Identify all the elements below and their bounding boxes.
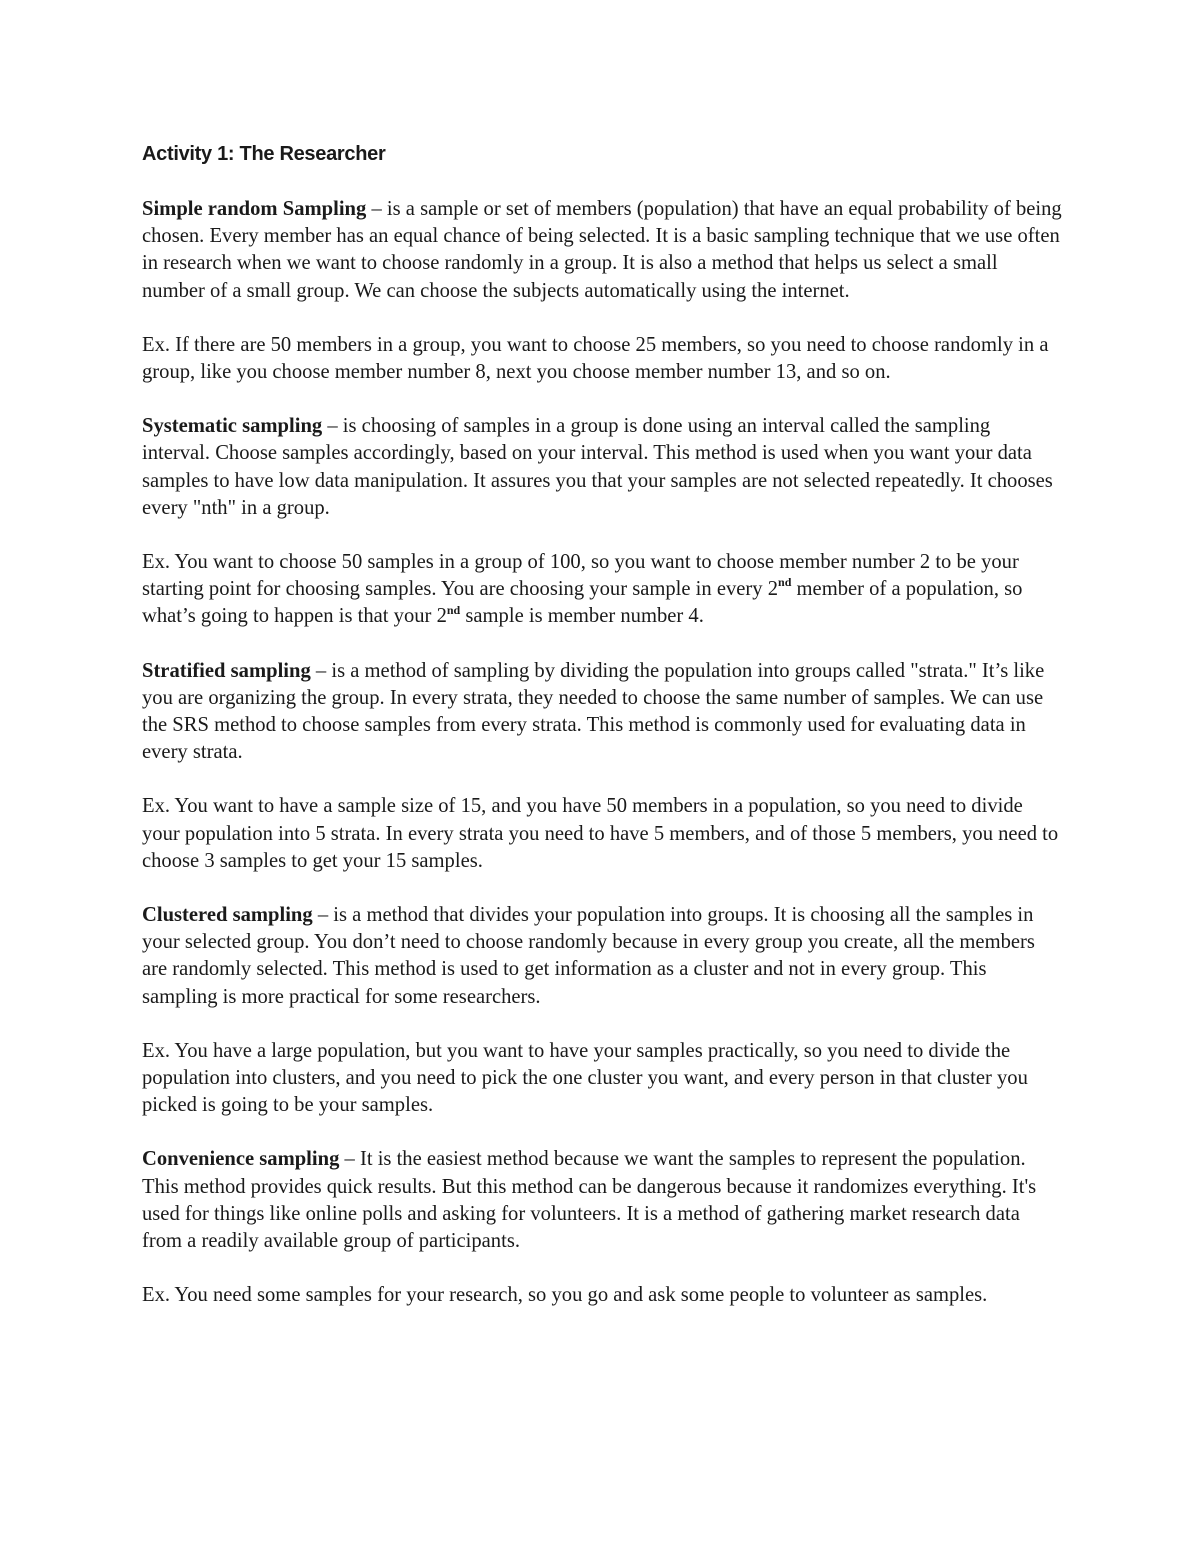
term-clustered-sampling: Clustered sampling <box>142 904 313 927</box>
clustered-sampling-example: Ex. You have a large population, but you want to have your samples practically, so you need to divide the population into clusters, and you need to pick the one cluster you want, and every person in that cluster you picked is going to be your samples. <box>142 1039 1028 1117</box>
example-text-a: Ex. You want to choose 50 samples in a group of 100, so you want to choose member number 2 to be your starting point for choosing samples. You are choosing your sample in every 2 <box>142 551 1019 601</box>
term-systematic-sampling: Systematic sampling <box>142 415 323 438</box>
definition-text: – is a method of sampling by dividing the population into groups called "strata." It’s like you are organizing the group. In every strata, they needed to choose the same number of samples. We can use the SRS method to choose samples from every strata. This method is commonly used for evaluating data in every strata. <box>142 659 1045 764</box>
example-text-c: sample is member number 4. <box>460 605 704 628</box>
example-text-b: member of a population, so what’s going to happen is that your 2 <box>142 578 1023 628</box>
definition-text: – is choosing of samples in a group is done using an interval called the sampling interval. Choose samples accordingly, based on your interval. This method is used when you want your data samples to have low data manipulation. It assures you that your samples are not selected repeatedly. It chooses every "nth" in a group. <box>142 415 1053 519</box>
convenience-sampling-definition <box>142 1146 1062 1255</box>
systematic-sampling-example <box>142 549 1062 631</box>
definition-text: – It is the easiest method because we want the samples to represent the population. This method provides quick results. But this method can be dangerous because it randomizes everything. It's used for things like online polls and asking for volunteers. It is a method of gathering market research data from a readily available group of participants. <box>142 1148 1037 1253</box>
systematic-sampling-definition <box>142 413 1062 522</box>
stratified-sampling-definition <box>142 658 1062 767</box>
term-convenience-sampling: Convenience sampling <box>142 1148 340 1171</box>
stratified-sampling-example: Ex. You want to have a sample size of 15, and you have 50 members in a population, so you need to divide your population into 5 strata. In every strata you need to have 5 members, and of those 5 members, you need to choose 3 samples to get your 15 samples. <box>142 795 1059 872</box>
convenience-sampling-example: Ex. You need some samples for your research, so you go and ask some people to volunteer as samples. <box>142 1284 988 1307</box>
page-title: Activity 1: The Researcher <box>142 143 386 165</box>
simple-random-sampling-example: Ex. If there are 50 members in a group, you want to choose 25 members, so you need to choose randomly in a group, like you choose member number 8, next you choose member number 13, and so on. <box>142 333 1049 384</box>
clustered-sampling-definition <box>142 902 1062 1011</box>
term-stratified-sampling: Stratified sampling <box>142 659 311 682</box>
ordinal-suffix: nd <box>778 575 792 590</box>
document-content <box>142 140 1062 1337</box>
ordinal-suffix: nd <box>446 602 461 617</box>
term-simple-random-sampling: Simple random Sampling <box>142 198 367 220</box>
simple-random-sampling-definition <box>142 196 1062 305</box>
definition-text: – is a method that divides your population into groups. It is choosing all the samples in your selected group. You don’t need to choose randomly because in every group you create, all the members are randomly selected. This method is used to get information as a cluster and not in every group. This sampling is more practical for some researchers. <box>142 904 1035 1008</box>
definition-text: – is a sample or set of members (population) that have an equal probability of being chosen. Every member has an equal chance of being selected. It is a basic sampling technique that we use often in research when we want to choose randomly in a group. It is also a method that helps us select a small number of a small group. We can choose the subjects automatically using the internet. <box>142 198 1062 302</box>
